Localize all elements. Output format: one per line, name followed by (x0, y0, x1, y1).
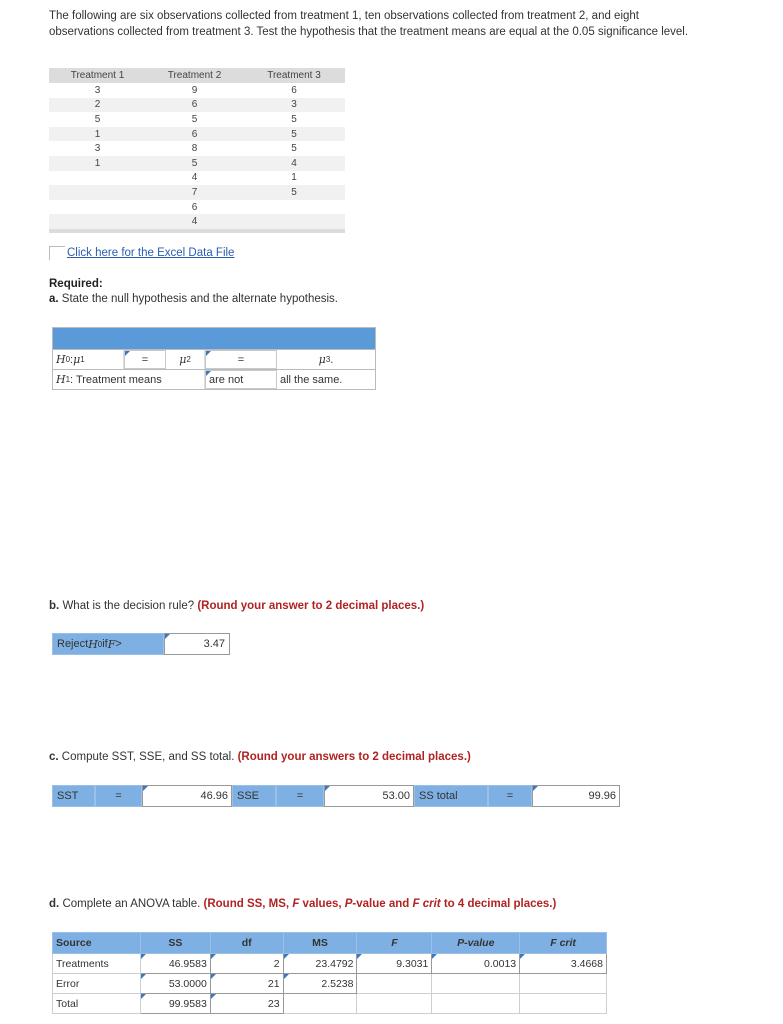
anova-cell-p-value (432, 994, 520, 1014)
alternate-hypothesis-row (53, 369, 375, 389)
data-cell-treatment-1: 3 (94, 143, 101, 155)
decision-rule (52, 633, 230, 655)
anova-header-row (53, 933, 607, 954)
anova-cell-f-crit (520, 994, 607, 1014)
data-cell-treatment-2: 8 (191, 143, 198, 155)
data-cell-treatment-3: 4 (291, 157, 297, 169)
data-table-row (49, 83, 345, 98)
data-table-row (49, 156, 345, 171)
data-cell-treatment-3: 5 (291, 128, 297, 140)
anova-header-f-crit: F crit (520, 933, 607, 954)
anova-cell-source: Total (53, 994, 141, 1014)
col-header-treatment-3: Treatment 3 (267, 70, 321, 81)
sst-equals: = (95, 785, 142, 807)
data-cell-treatment-3: 5 (291, 143, 297, 155)
h1-relation-select[interactable]: are not (205, 370, 277, 389)
data-cell-treatment-3: 1 (291, 172, 297, 184)
anova-cell-ss[interactable]: 99.9583 (140, 994, 210, 1014)
sst-input[interactable]: 46.96 (142, 785, 232, 807)
data-cell-treatment-2: 7 (191, 186, 198, 198)
data-table-row (49, 141, 345, 156)
anova-cell-df[interactable]: 21 (210, 974, 283, 994)
data-cell-treatment-2: 5 (191, 157, 198, 169)
data-cell-treatment-2: 9 (191, 84, 198, 96)
anova-cell-source: Treatments (53, 954, 141, 974)
h1-end-text: all the same. (280, 373, 343, 386)
sum-of-squares-row (52, 785, 620, 807)
sstotal-input[interactable]: 99.96 (532, 785, 620, 807)
h1-label: H 1 : Treatment means (53, 370, 205, 389)
excel-file-icon (49, 246, 65, 260)
anova-cell-ms (283, 994, 357, 1014)
anova-header-df: df (210, 933, 283, 954)
required-section (49, 277, 338, 307)
data-table-row (49, 112, 345, 127)
sse-input[interactable]: 53.00 (324, 785, 414, 807)
data-table-row (49, 127, 345, 142)
data-table-row (49, 214, 345, 229)
anova-cell-df[interactable]: 23 (210, 994, 283, 1014)
part-a-text: State the null hypothesis and the alternate hypothesis. (61, 293, 338, 305)
anova-header-ms: MS (283, 933, 357, 954)
excel-data-link[interactable]: Click here for the Excel Data File (67, 247, 235, 259)
data-cell-treatment-1: 1 (94, 157, 101, 169)
sst-label: SST (52, 785, 95, 807)
data-table-body (49, 83, 345, 229)
sstotal-equals: = (488, 785, 532, 807)
data-table-bottom-bar (49, 229, 345, 233)
data-cell-treatment-2: 4 (191, 216, 198, 228)
data-cell-treatment-2: 6 (191, 201, 198, 213)
decision-rule-label: Reject H 0 if F > (52, 633, 164, 655)
h0-label: H 0 : μ 1 (53, 350, 124, 369)
critical-value-input[interactable]: 3.47 (164, 633, 230, 655)
data-cell-treatment-2: 6 (191, 128, 198, 140)
anova-row (53, 954, 607, 974)
anova-cell-ss[interactable]: 53.0000 (140, 974, 210, 994)
sse-equals: = (276, 785, 324, 807)
data-cell-treatment-1: 2 (94, 99, 101, 111)
anova-header-f: F (357, 933, 432, 954)
anova-cell-source: Error (53, 974, 141, 994)
anova-table (52, 932, 607, 1014)
data-cell-treatment-2: 6 (191, 99, 198, 111)
anova-header-source: Source (53, 933, 141, 954)
data-table-row (49, 200, 345, 215)
anova-cell-f[interactable]: 9.3031 (357, 954, 432, 974)
anova-cell-ms[interactable]: 23.4792 (283, 954, 357, 974)
data-table-header (49, 68, 345, 83)
anova-row (53, 994, 607, 1014)
data-cell-treatment-1: 3 (94, 84, 101, 96)
data-table-row (49, 171, 345, 186)
sstotal-label: SS total (414, 785, 488, 807)
hypothesis-table (52, 327, 376, 390)
anova-header-ss: SS (140, 933, 210, 954)
anova-cell-f (357, 974, 432, 994)
mu3-label: μ 3 . (318, 353, 334, 366)
part-d-question: d. Complete an ANOVA table. (Round SS, MS, F values, P-value and F crit to 4 decimal places.) (49, 898, 557, 910)
data-cell-treatment-3: 6 (291, 84, 297, 96)
h0-operator-1-select[interactable]: = (124, 350, 166, 369)
data-cell-treatment-2: 5 (191, 113, 198, 125)
data-table-row (49, 185, 345, 200)
anova-cell-f (357, 994, 432, 1014)
col-header-treatment-1: Treatment 1 (70, 70, 125, 81)
data-cell-treatment-3: 3 (291, 99, 297, 111)
part-c-question: c. Compute SST, SSE, and SS total. (Round your answers to 2 decimal places.) (49, 751, 471, 763)
data-cell-treatment-1: 5 (94, 113, 101, 125)
part-a-label: a. (49, 293, 59, 305)
anova-cell-p-value (432, 974, 520, 994)
anova-row (53, 974, 607, 994)
required-title: Required: (49, 278, 103, 290)
hypothesis-header-band (53, 328, 375, 349)
anova-cell-df[interactable]: 2 (210, 954, 283, 974)
excel-link-row[interactable] (49, 246, 234, 260)
anova-cell-f-crit (520, 974, 607, 994)
sse-label: SSE (232, 785, 276, 807)
data-table-row (49, 98, 345, 113)
anova-cell-ms[interactable]: 2.5238 (283, 974, 357, 994)
data-cell-treatment-3: 5 (291, 186, 297, 198)
anova-cell-f-crit[interactable]: 3.4668 (520, 954, 607, 974)
h0-operator-2-select[interactable]: = (205, 350, 277, 369)
data-table (49, 68, 345, 233)
part-b-question: b. What is the decision rule? (Round your answer to 2 decimal places.) (49, 600, 425, 612)
null-hypothesis-row (53, 349, 375, 369)
anova-header-p-value: P-value (432, 933, 520, 954)
data-cell-treatment-2: 4 (191, 172, 198, 184)
problem-statement: The following are six observations collected from treatment 1, ten observations collected from treatment 2, and eight observations collected from treatment 3. Test the hypothesis that the treatment means are equal at the 0.05 significance level. (49, 10, 689, 38)
anova-cell-ss[interactable]: 46.9583 (140, 954, 210, 974)
col-header-treatment-2: Treatment 2 (167, 70, 222, 81)
mu2-label: μ 2 (166, 350, 205, 369)
anova-cell-p-value[interactable]: 0.0013 (432, 954, 520, 974)
data-cell-treatment-1: 1 (94, 128, 101, 140)
data-cell-treatment-3: 5 (291, 113, 297, 125)
